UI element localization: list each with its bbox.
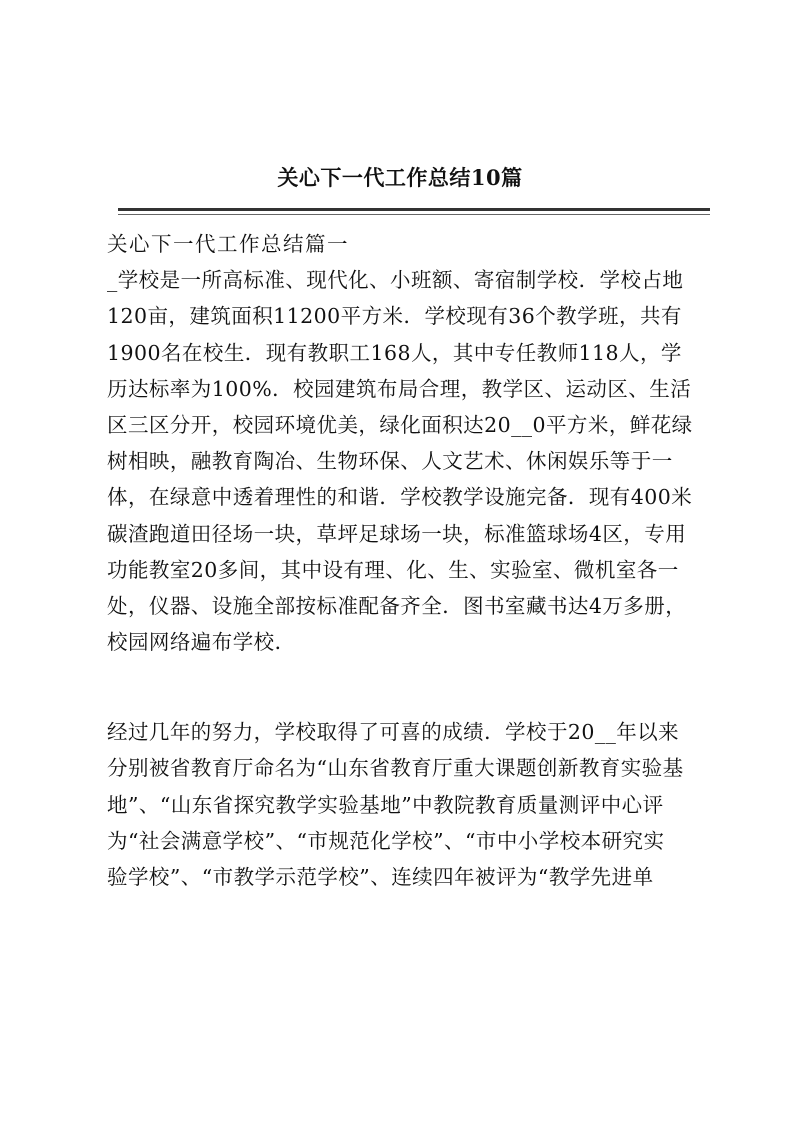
paragraph-2 xyxy=(107,718,707,892)
paragraph-line: 体，在绿意中透着理性的和谐．学校教学设施完备．现有400米 xyxy=(107,485,693,510)
paragraph-line: 树相映，融教育陶冶、生物环保、人文艺术、休闲娱乐等于一 xyxy=(107,449,673,474)
section-heading: 关心下一代工作总结篇一 xyxy=(107,232,349,256)
paragraph-line: 120亩，建筑面积11200平方米．学校现有36个教学班，共有 xyxy=(107,304,682,329)
paragraph-line: 1900名在校生．现有教职工168人，其中专任教师118人，学 xyxy=(107,340,682,365)
paragraph-line: 经过几年的努力，学校取得了可喜的成绩．学校于20__年以来 xyxy=(107,720,680,745)
document-title: 关心下一代工作总结10篇 xyxy=(277,165,523,190)
document-body xyxy=(107,230,707,899)
paragraph-line: 校园网络遍布学校． xyxy=(107,630,296,655)
paragraph-line: 为“社会满意学校”、“市规范化学校”、“市中小学校本研究实 xyxy=(107,828,665,853)
paragraph-line: 验学校”、“市教学示范学校”、连续四年被评为“教学先进单 xyxy=(107,865,654,889)
paragraph-line: 碳渣跑道田径场一块，草坪足球场一块，标准篮球场4区，专用 xyxy=(107,521,687,546)
paragraph-1 xyxy=(107,266,707,657)
paragraph-line: 处，仪器、设施全部按标准配备齐全．图书室藏书达4万多册， xyxy=(107,593,687,618)
paragraph-spacer xyxy=(107,664,707,718)
paragraph-line: 区三区分开，校园环境优美，绿化面积达20__0平方米，鲜花绿 xyxy=(107,412,693,437)
paragraph-line: _学校是一所高标准、现代化、小班额、寄宿制学校．学校占地 xyxy=(107,268,684,293)
paragraph-line: 功能教室20多间，其中设有理、化、生、实验室、微机室各一 xyxy=(107,557,679,582)
title-underline xyxy=(118,208,710,211)
paragraph-line: 分别被省教育厅命名为“山东省教育厅重大课题创新教育实验基 xyxy=(107,756,684,781)
title-underline-thin xyxy=(118,214,710,215)
paragraph-line: 地”、“山东省探究教学实验基地”中教院教育质量测评中心评 xyxy=(107,792,664,817)
paragraph-line: 历达标率为100%．校园建筑布局合理，教学区、运动区、生活 xyxy=(107,376,692,401)
